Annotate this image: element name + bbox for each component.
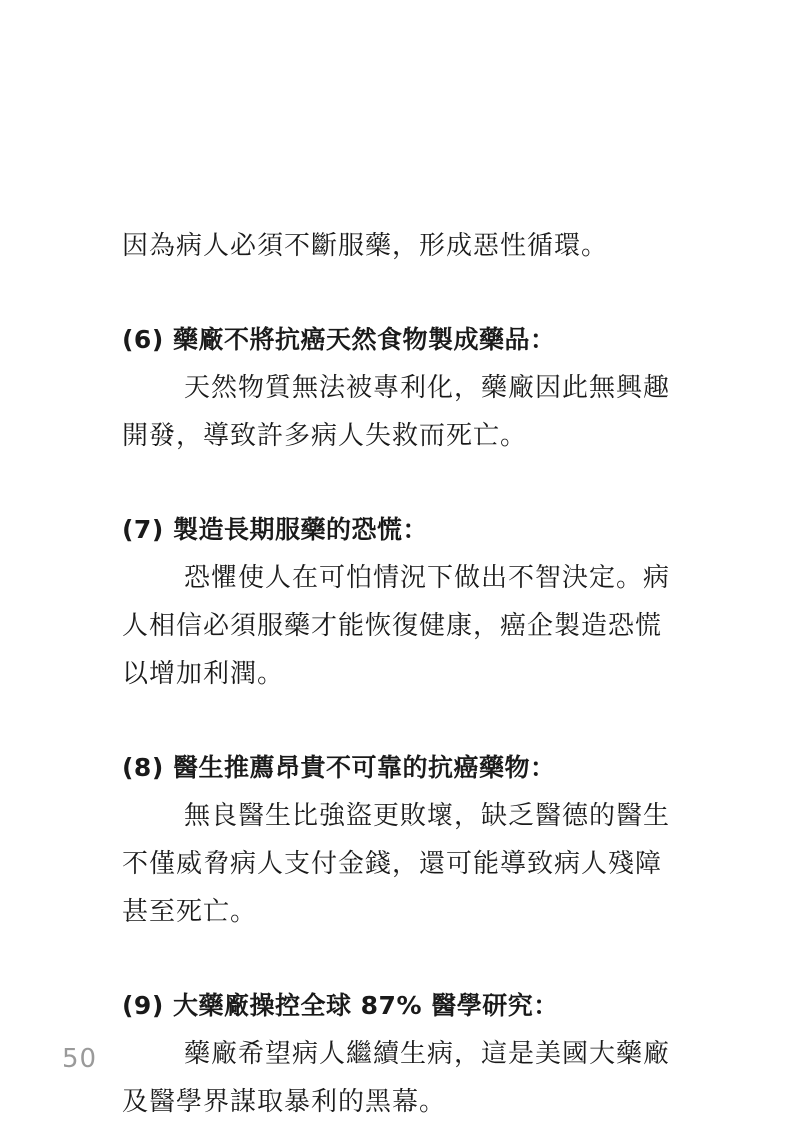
paragraph-line: 無良醫生比強盜更敗壞，缺乏醫德的醫生 <box>184 801 671 831</box>
section-heading-6: (6) 藥廠不將抗癌天然食物製成藥品： <box>122 325 556 354</box>
section-heading-7: (7) 製造長期服藥的恐慌： <box>122 515 428 544</box>
paragraph-line: 人相信必須服藥才能恢復健康，癌企製造恐慌 <box>122 611 663 641</box>
page-number: 50 <box>62 1044 98 1074</box>
intro-line: 因為病人必須不斷服藥，形成惡性循環。 <box>122 231 609 261</box>
paragraph-line: 恐懼使人在可怕情況下做出不智決定。病 <box>184 563 671 593</box>
paragraph-line: 以增加利潤。 <box>122 659 285 689</box>
paragraph-line: 甚至死亡。 <box>122 897 258 927</box>
paragraph-line: 不僅威脅病人支付金錢，還可能導致病人殘障 <box>122 849 663 879</box>
paragraph-line: 藥廠希望病人繼續生病，這是美國大藥廠 <box>184 1039 671 1069</box>
section-heading-8: (8) 醫生推薦昂貴不可靠的抗癌藥物： <box>122 753 556 782</box>
section-heading-9: (9) 大藥廠操控全球 87% 醫學研究： <box>122 991 559 1020</box>
paragraph-line: 天然物質無法被專利化，藥廠因此無興趣 <box>184 373 671 403</box>
paragraph-line: 開發，導致許多病人失救而死亡。 <box>122 421 528 451</box>
page-body <box>122 222 682 1126</box>
paragraph-line: 及醫學界謀取暴利的黑幕。 <box>122 1087 447 1117</box>
